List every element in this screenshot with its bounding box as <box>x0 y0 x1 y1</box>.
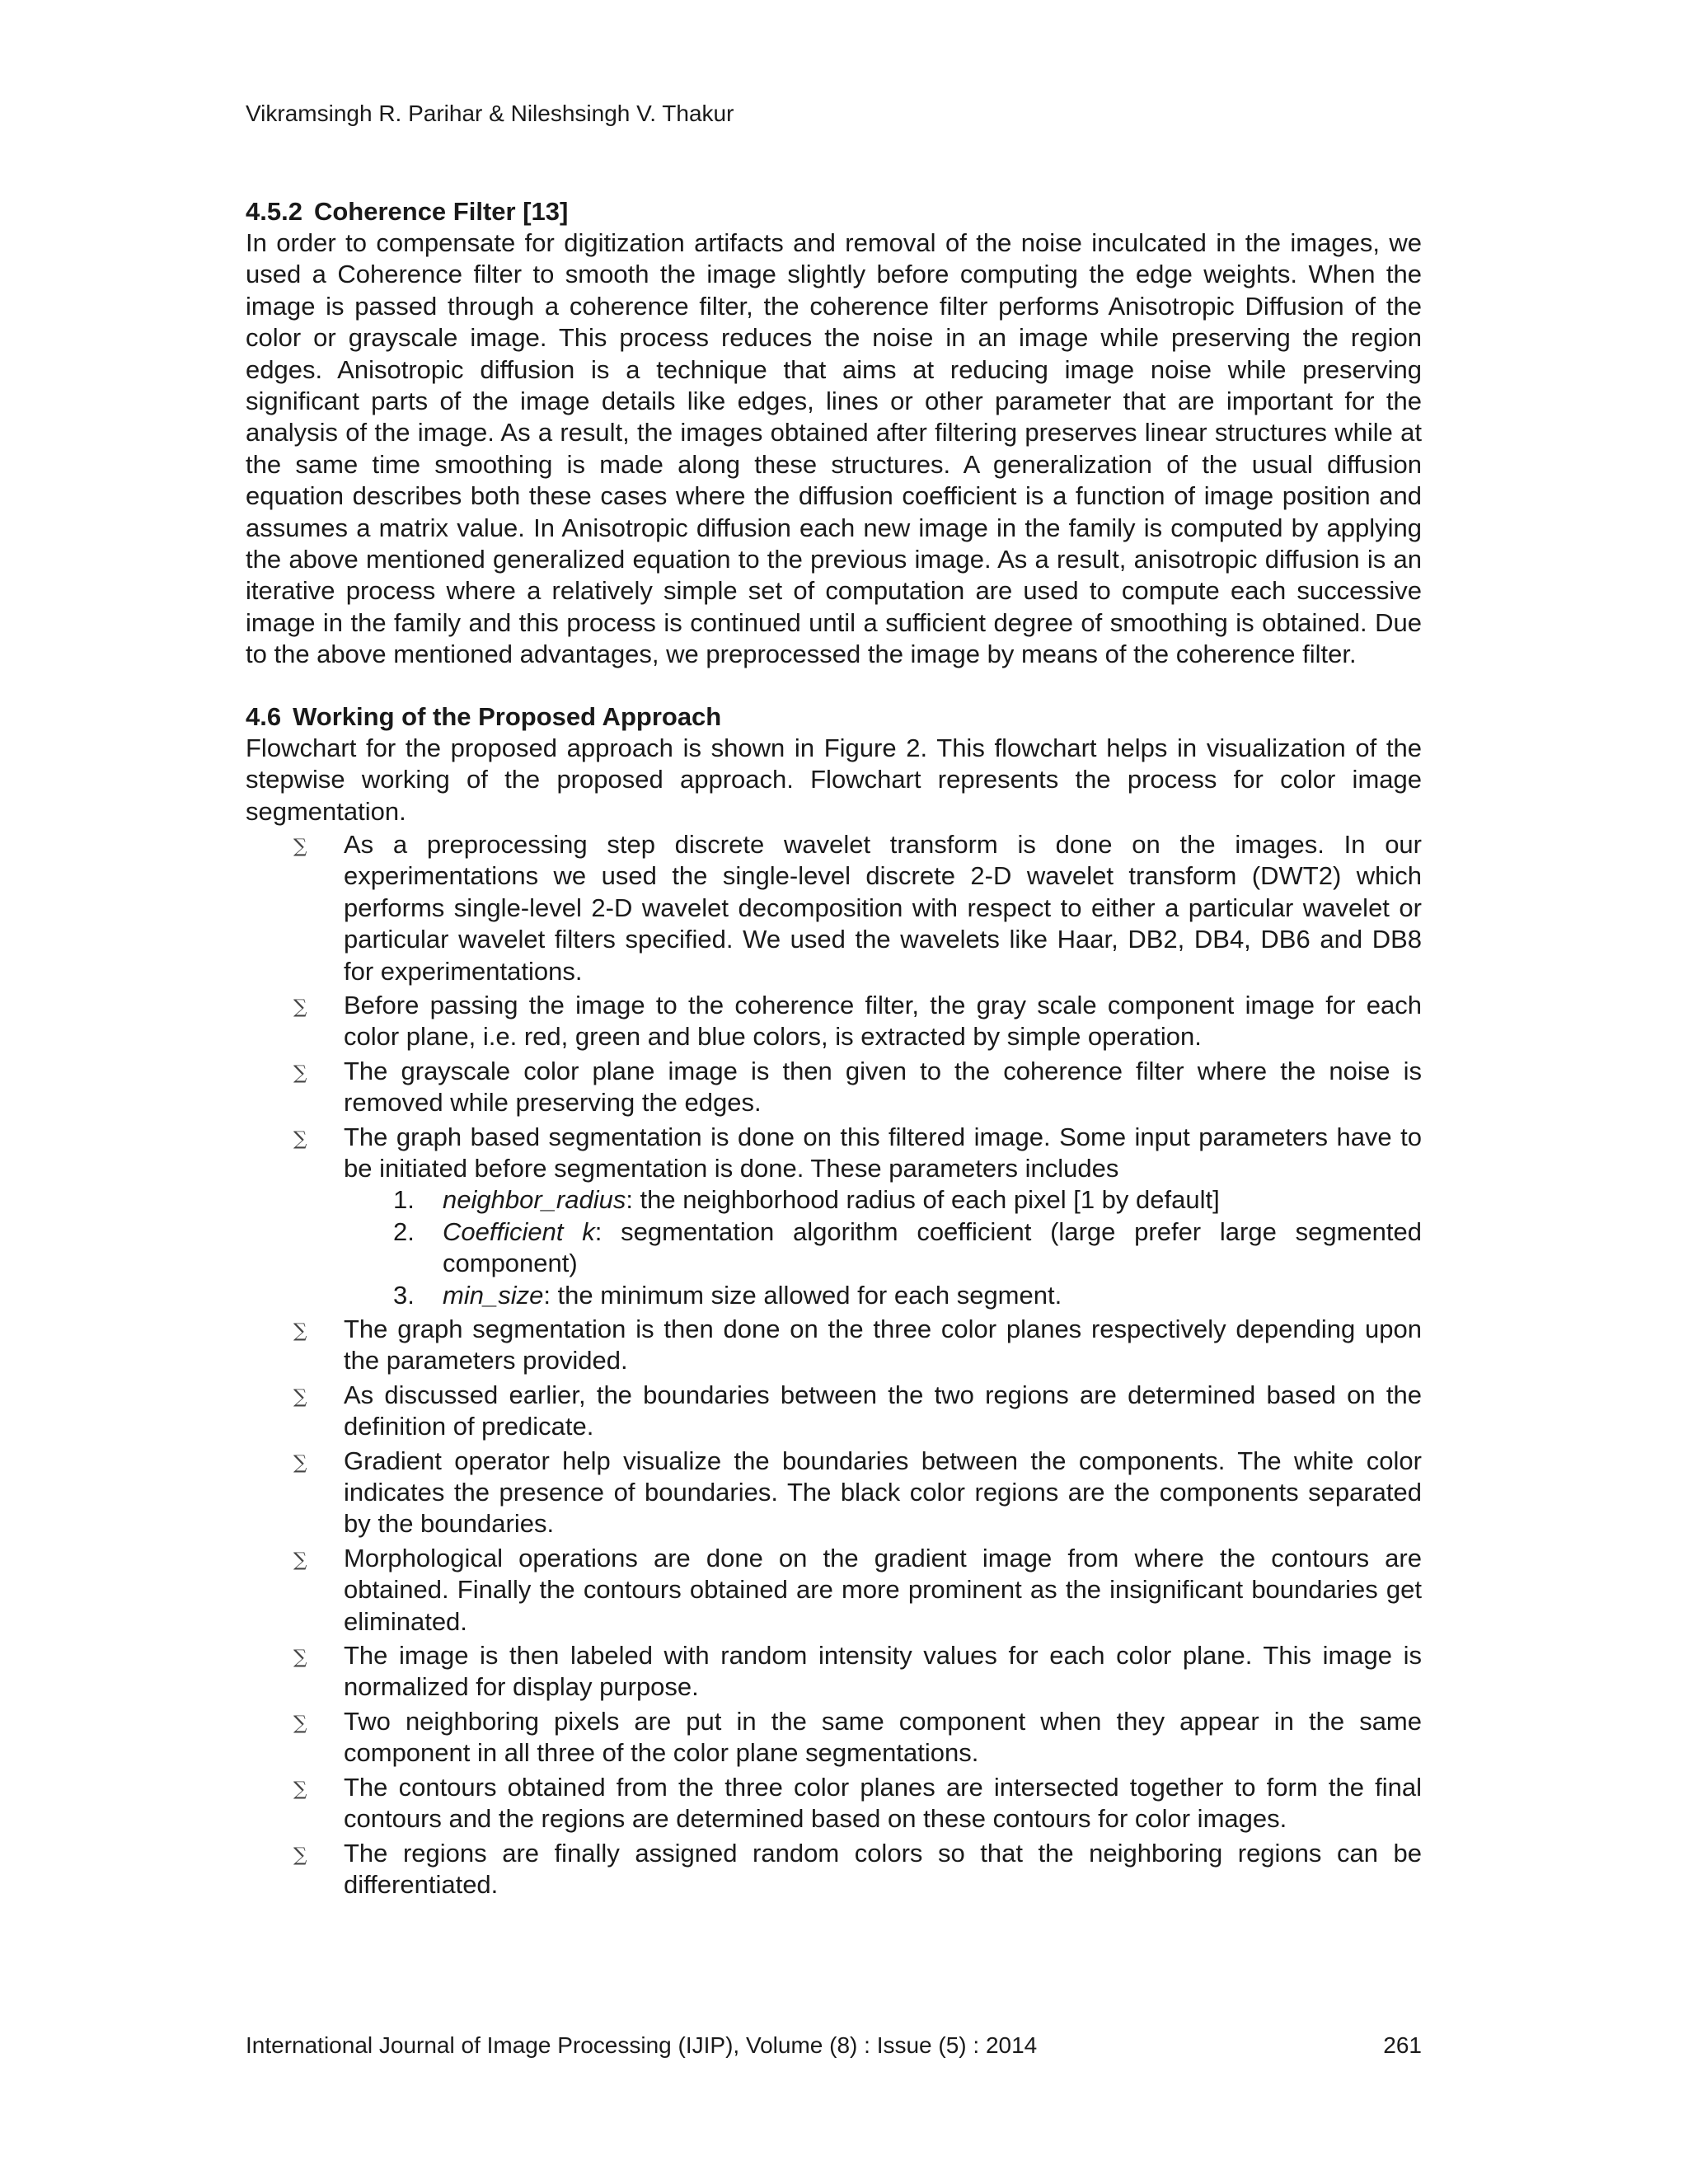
parameter-description: : the neighborhood radius of each pixel [1 by default] <box>626 1185 1220 1215</box>
list-item-text: The image is then labeled with random intensity values for each color plane. This image is normalized for display purpose. <box>344 1641 1422 1702</box>
sigma-bullet-icon: ∑ <box>293 1385 307 1408</box>
section-heading-4-6 <box>246 701 1422 733</box>
list-item-text: Gradient operator help visualize the boundaries between the components. The white color indicates the presence of boundaries. The black color regions are the components separated by the boundaries. <box>344 1446 1422 1539</box>
sigma-bullet-icon: ∑ <box>293 1127 307 1150</box>
list-item-text: As a preprocessing step discrete wavelet transform is done on the images. In our experimentations we used the single-level discrete 2-D wavelet transform (DWT2) which performs single-level 2-D wavelet decomposition with respect to either a particular wavelet or particular wavelet filters specified. We used the wavelets like Haar, DB2, DB4, DB6 and DB8 for experimentations. <box>344 829 1422 986</box>
list-item <box>246 1314 1422 1377</box>
parameter-term: min_size <box>443 1280 544 1310</box>
parameter-number: 2. <box>393 1216 415 1246</box>
list-item <box>246 829 1422 987</box>
parameter-term: Coefficient k <box>443 1216 595 1246</box>
page-number: 261 <box>1383 2032 1422 2058</box>
list-item-text: The contours obtained from the three color planes are intersected together to form the final contours and the regions are determined based on these contours for color images. <box>344 1772 1422 1834</box>
list-item <box>246 990 1422 1053</box>
list-item-text: The grayscale color plane image is then given to the coherence filter where the noise is removed while preserving the edges. <box>344 1056 1422 1118</box>
list-item <box>246 1838 1422 1901</box>
sigma-bullet-icon: ∑ <box>293 1712 307 1734</box>
list-item <box>246 1772 1422 1835</box>
steps-list <box>246 829 1422 1900</box>
running-header: Vikramsingh R. Parihar & Nileshsingh V. Thakur <box>246 101 734 126</box>
list-item-text: Before passing the image to the coherence filter, the gray scale component image for each color plane, i.e. red, green and blue colors, is extracted by simple operation. <box>344 990 1422 1052</box>
journal-citation: International Journal of Image Processing (IJIP), Volume (8) : Issue (5) : 2014 <box>246 2032 1038 2058</box>
sigma-bullet-icon: ∑ <box>293 1647 307 1669</box>
list-item-text: Morphological operations are done on the gradient image from where the contours are obtained. Finally the contours obtained are more prominent as the insignificant boundaries get eliminated. <box>344 1543 1422 1636</box>
section-number: 4.5.2 <box>246 197 302 226</box>
parameter-number: 3. <box>393 1280 415 1310</box>
page-footer <box>246 2029 1422 2062</box>
list-item <box>246 1543 1422 1638</box>
parameter-term: neighbor_radius <box>443 1185 626 1215</box>
parameter-list <box>344 1184 1422 1311</box>
sigma-bullet-icon: ∑ <box>293 1062 307 1084</box>
coherence-filter-paragraph: In order to compensate for digitization artifacts and removal of the noise inculcated in the images, we used a Coherence filter to smooth the image slightly before computing the edge weights. When the image is passed through a coherence filter, the coherence filter performs Anisotropic Diffusion of the color or grayscale image. This process reduces the noise in an image while preserving the region edges. Anisotropic diffusion is a technique that aims at reducing image noise while preserving significant parts of the image details like edges, lines or other parameter that are important for the analysis of the image. As a result, the images obtained after filtering preserves linear structures while at the same time smoothing is made along these structures. A generalization of the usual diffusion equation describes both these cases where the diffusion coefficient is a function of image position and assumes a matrix value. In Anisotropic diffusion each new image in the family is computed by applying the above mentioned generalized equation to the previous image. As a result, anisotropic diffusion is an iterative process where a relatively simple set of computation are used to compute each successive image in the family and this process is continued until a sufficient degree of smoothing is obtained. Due to the above mentioned advantages, we preprocessed the image by means of the coherence filter. <box>246 228 1422 669</box>
sigma-bullet-icon: ∑ <box>293 1451 307 1474</box>
parameter-item <box>344 1280 1422 1311</box>
list-item <box>246 1122 1422 1311</box>
page-body <box>246 196 1422 1903</box>
parameter-description: : segmentation algorithm coefficient (large prefer large segmented component) <box>443 1216 1422 1278</box>
sigma-bullet-icon: ∑ <box>293 1549 307 1571</box>
parameter-number: 1. <box>393 1185 415 1215</box>
sigma-bullet-icon: ∑ <box>293 1320 307 1342</box>
list-item-text: The graph segmentation is then done on the three color planes respectively depending upon the parameters provided. <box>344 1315 1422 1376</box>
list-item <box>246 1640 1422 1704</box>
parameter-item <box>344 1216 1422 1280</box>
list-item-text: The regions are finally assigned random colors so that the neighboring regions can be differentiated. <box>344 1838 1422 1899</box>
sigma-bullet-icon: ∑ <box>293 835 307 857</box>
list-item <box>246 1056 1422 1119</box>
list-item <box>246 1446 1422 1540</box>
section-number: 4.6 <box>246 701 282 731</box>
working-intro-paragraph: Flowchart for the proposed approach is shown in Figure 2. This flowchart helps in visualization of the stepwise working of the proposed approach. Flowchart represents the process for color image segmentation. <box>246 733 1422 826</box>
parameter-item <box>344 1184 1422 1216</box>
sigma-bullet-icon: ∑ <box>293 1778 307 1800</box>
list-item <box>246 1380 1422 1443</box>
list-item-text: As discussed earlier, the boundaries between the two regions are determined based on the definition of predicate. <box>344 1380 1422 1441</box>
list-item-text: Two neighboring pixels are put in the same component when they appear in the same component in all three of the color plane segmentations. <box>344 1706 1422 1768</box>
list-item-text: The graph based segmentation is done on this filtered image. Some input parameters have to be initiated before segmentation is done. These parameters includes <box>344 1122 1422 1183</box>
section-heading-4-5-2 <box>246 196 1422 227</box>
section-title: Working of the Proposed Approach <box>293 701 722 731</box>
section-title: Coherence Filter [13] <box>313 197 569 226</box>
list-item <box>246 1706 1422 1769</box>
sigma-bullet-icon: ∑ <box>293 1844 307 1866</box>
parameter-description: : the minimum size allowed for each segment. <box>543 1280 1062 1310</box>
sigma-bullet-icon: ∑ <box>293 996 307 1018</box>
